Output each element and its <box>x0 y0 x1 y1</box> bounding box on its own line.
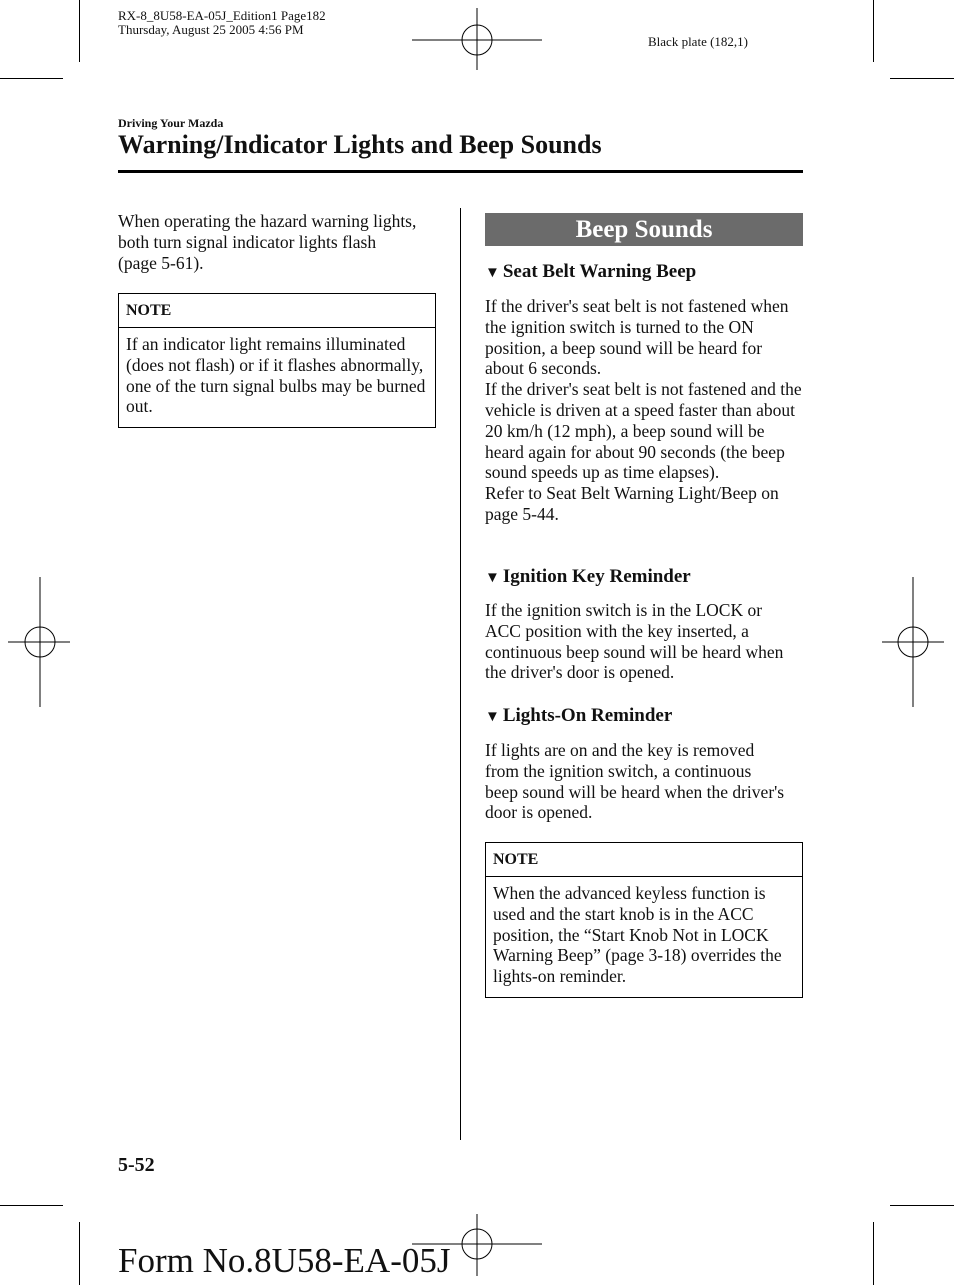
crop-mark-bottom-right-v <box>873 1222 874 1285</box>
subhead-label: Lights-On Reminder <box>502 705 673 726</box>
paragraph: Refer to Seat Belt Warning Light/Beep on page 5-44. <box>485 483 779 524</box>
page-title: Warning/Indicator Lights and Beep Sounds <box>118 130 602 159</box>
plate-label: Black plate (182,1) <box>648 34 748 49</box>
note-body: When the advanced keyless function is used and the start knob is in the ACC position, the “Start Knob Not in LOCK Warning Beep” (page 3-18) overrides the lights-on reminder. <box>493 883 782 987</box>
section-label: Driving Your Mazda <box>118 116 224 130</box>
print-info-line-1: RX-8_8U58-EA-05J_Edition1 Page182 <box>118 8 326 23</box>
section-banner-beep-sounds: Beep Sounds <box>485 213 803 246</box>
paragraph: If the driver's seat belt is not fastened when the ignition switch is turned to the ON position, a beep sound will be heard for about 6 seconds. <box>485 296 789 379</box>
note-body: If an indicator light remains illuminated (does not flash) or if it flashes abnormally, one of the turn signal bulbs may be burned out. <box>126 334 426 417</box>
crop-mark-top-left-h <box>0 78 63 79</box>
registration-mark-right <box>882 577 944 707</box>
note-box-left <box>118 293 436 428</box>
note-heading: NOTE <box>486 843 802 877</box>
left-column <box>118 211 438 273</box>
subhead-ignition-key-reminder <box>485 566 691 588</box>
column-divider <box>460 208 461 1140</box>
crop-mark-bottom-left-h <box>0 1205 63 1206</box>
page-number: 5-52 <box>118 1154 155 1176</box>
triangle-down-icon: ▼ <box>485 570 500 586</box>
registration-mark-top <box>412 8 542 70</box>
crop-mark-bottom-right-h <box>890 1205 954 1206</box>
subhead-lights-on-reminder <box>485 705 672 727</box>
ignition-key-text <box>485 600 795 683</box>
crop-mark-bottom-left-v <box>79 1222 80 1285</box>
lights-on-text <box>485 740 785 823</box>
note-heading: NOTE <box>119 294 435 328</box>
subhead-label: Seat Belt Warning Beep <box>502 261 697 282</box>
crop-mark-top-right-h <box>890 78 954 79</box>
form-number: Form No.8U58-EA-05J <box>118 1241 451 1280</box>
subhead-label: Ignition Key Reminder <box>502 566 691 587</box>
registration-mark-left <box>8 577 70 707</box>
crop-mark-top-left-v <box>79 0 80 62</box>
hazard-intro-text: When operating the hazard warning lights, both turn signal indicator lights flash (page 5-61). <box>118 211 417 273</box>
paragraph: If the driver's seat belt is not fastened and the vehicle is driven at a speed faster than about 20 km/h (12 mph), a beep sound will be heard again for about 90 seconds (the beep sound speeds up as time elapses). <box>485 379 802 483</box>
paragraph: If lights are on and the key is removed from the ignition switch, a continuous beep sound will be heard when the driver's door is opened. <box>485 740 785 823</box>
paragraph: If the ignition switch is in the LOCK or ACC position with the key inserted, a continuous beep sound will be heard when the driver's door is opened. <box>485 600 784 683</box>
triangle-down-icon: ▼ <box>485 709 500 725</box>
triangle-down-icon: ▼ <box>485 265 500 281</box>
print-info <box>118 9 326 37</box>
crop-mark-top-right-v <box>873 0 874 62</box>
title-rule <box>118 170 803 173</box>
subhead-seat-belt-warning-beep <box>485 261 696 283</box>
note-box-right <box>485 842 803 998</box>
seat-belt-text <box>485 296 803 525</box>
print-info-line-2: Thursday, August 25 2005 4:56 PM <box>118 22 304 37</box>
